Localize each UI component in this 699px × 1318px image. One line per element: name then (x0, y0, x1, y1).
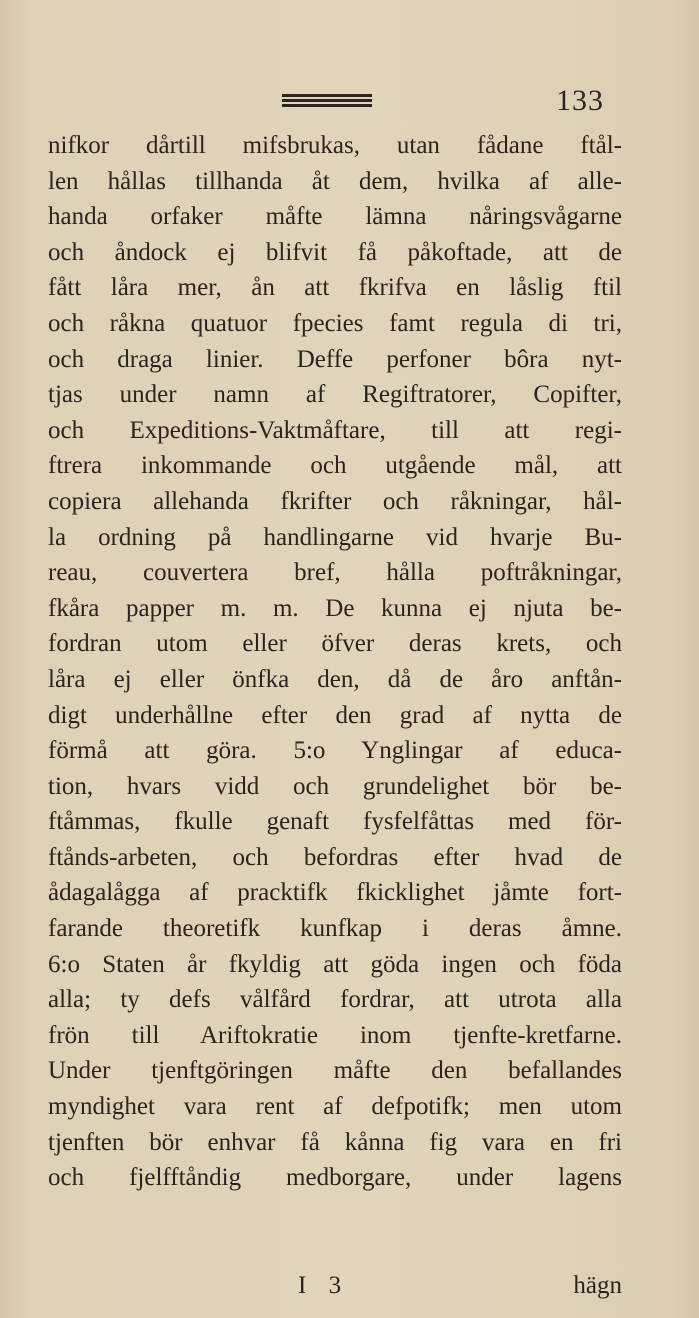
text-line: tjas under namn af Regiftratorer, Copifter, (48, 381, 622, 409)
signature-mark: I 3 (298, 1272, 350, 1299)
text-line: ftånds-arbeten, och befordras efter hvad de (48, 843, 622, 871)
catchword: hägn (573, 1272, 622, 1299)
text-line: ftåmmas, fkulle genaft fysfelfåttas med för- (48, 808, 622, 836)
text-line: 6:o Staten år fkyldig att göda ingen och föda (48, 950, 622, 978)
text-line: och draga linier. Deffe perfoner bôra nyt- (48, 345, 622, 373)
text-line: fordran utom eller öfver deras krets, och (48, 630, 622, 658)
text-line: fkåra papper m. m. De kunna ej njuta be- (48, 594, 622, 622)
text-line: tion, hvars vidd och grundelighet bör be- (48, 772, 622, 800)
text-line: tjenften bör enhvar få kånna fig vara en fri (48, 1128, 622, 1156)
text-line: ftrera inkommande och utgående mål, att (48, 452, 622, 480)
text-line: len hållas tillhanda åt dem, hvilka af alle- (48, 167, 622, 195)
text-line: la ordning på handlingarne vid hvarje Bu- (48, 523, 622, 551)
text-line: förmå att göra. 5:o Ynglingar af educa- (48, 737, 622, 765)
header-ornament-rule (282, 94, 372, 108)
text-line: låra ej eller önfka den, då de åro anftån- (48, 665, 622, 693)
text-line: myndighet vara rent af defpotifk; men utom (48, 1093, 622, 1121)
text-line: alla; ty defs vålfård fordrar, att utrota alla (48, 986, 622, 1014)
page-footer (48, 1272, 622, 1308)
text-line: frön till Ariftokratie inom tjenfte-kretfarne. (48, 1021, 622, 1049)
text-line: Under tjenftgöringen måfte den befallandes (48, 1057, 622, 1085)
page-number: 133 (556, 84, 604, 117)
text-line: digt underhållne efter den grad af nytta de (48, 701, 622, 729)
text-line: ådagalågga af pracktifk fkicklighet jåmte fort- (48, 879, 622, 907)
text-line: och fjelfftåndig medborgare, under lagens (48, 1164, 622, 1192)
text-line: och Expeditions-Vaktmåftare, till att regi- (48, 416, 622, 444)
text-line: fått låra mer, ån att fkrifva en låslig ftil (48, 274, 622, 302)
text-line: och råkna quatuor fpecies famt regula di tri, (48, 309, 622, 337)
text-line: farande theoretifk kunfkap i deras åmne. (48, 915, 622, 943)
body-text (48, 128, 622, 1196)
text-line: och åndock ej blifvit få påkoftade, att de (48, 238, 622, 266)
text-line: handa orfaker måfte lämna nåringsvågarne (48, 203, 622, 231)
text-line: nifkor dårtill mifsbrukas, utan fådane ftål- (48, 132, 622, 159)
text-line: copiera allehanda fkrifter och råkningar, hål- (48, 487, 622, 515)
text-line: reau, couvertera bref, hålla poftråkningar, (48, 559, 622, 587)
